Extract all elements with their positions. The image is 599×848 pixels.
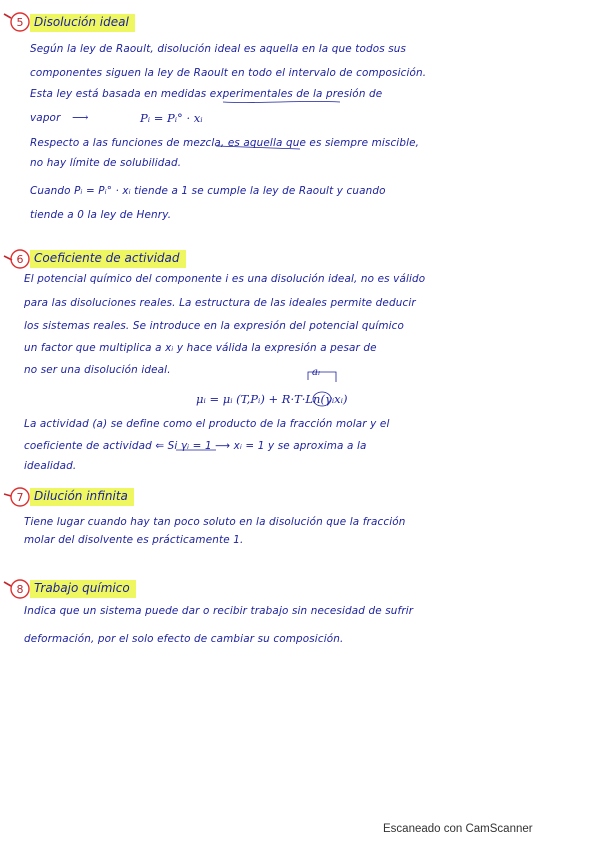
underline-medidas-experimentales [223, 101, 340, 102]
section-7-number: 7 [16, 491, 24, 504]
section-5-line-5: Respecto a las funciones de mezcla, es aquella que es siempre miscible, [30, 137, 420, 149]
section-6-line-7: coeficiente de actividad ⇐ Si γᵢ = 1 ⟶ xᵢ = 1 y se aproxima a la [24, 440, 367, 452]
section-6-number-marker [4, 246, 30, 272]
section-7-title: Dilución infinita [30, 488, 134, 506]
section-8-line-2: deformación, por el solo efecto de cambiar su composición. [24, 633, 344, 645]
section-5-line-2: componentes siguen la ley de Raoult en todo el intervalo de composición. [30, 67, 427, 79]
section-6-line-6: La actividad (a) se define como el producto de la fracción molar y el [24, 418, 390, 430]
section-6-number: 6 [16, 253, 24, 266]
section-6-line-1: El potencial químico del componente i es una disolución ideal, no es válido [24, 273, 426, 285]
section-8-title: Trabajo químico [30, 580, 136, 598]
section-7-number-marker [4, 484, 30, 510]
section-5-arrow: ⟶ [72, 110, 89, 124]
section-5-line-6: no hay límite de solubilidad. [30, 157, 182, 169]
section-6-line-2: para las disoluciones reales. La estructura de las ideales permite deducir [24, 297, 416, 309]
section-6-line-3: los sistemas reales. Se introduce en la expresión del potencial químico [24, 320, 405, 332]
section-7-line-2: molar del disolvente es prácticamente 1. [24, 534, 244, 546]
section-6-line-5: no ser una disolución ideal. [24, 364, 171, 376]
section-5-number: 5 [16, 16, 24, 29]
camscanner-watermark: Escaneado con CamScanner [383, 823, 533, 835]
section-5-number-marker [4, 10, 30, 36]
section-5-line-1: Según la ley de Raoult, disolución ideal es aquella en la que todos sus [30, 43, 407, 55]
section-5-title: Disolución ideal [30, 14, 135, 32]
section-8-number-marker [4, 576, 30, 602]
section-6-line-8: idealidad. [24, 460, 77, 472]
section-6-title: Coeficiente de actividad [30, 250, 186, 268]
section-8-number: 8 [16, 583, 24, 596]
activity-annotation: aᵢ [312, 367, 320, 378]
section-5-line-4: vapor [30, 112, 61, 124]
section-5-line-3: Esta ley está basada en medidas experimentales de la presión de [30, 88, 383, 100]
section-5-line-7: Cuando Pᵢ = Pᵢ° · xᵢ tiende a 1 se cumple la ley de Raoult y cuando [30, 185, 386, 197]
chemical-potential-formula: μᵢ = μᵢ (T,Pᵢ) + R·T·Ln(γᵢxᵢ) [196, 392, 348, 406]
section-6-line-4: un factor que multiplica a xᵢ y hace válida la expresión a pesar de [24, 342, 377, 354]
section-8-line-1: Indica que un sistema puede dar o recibir trabajo sin necesidad de sufrir [24, 605, 414, 617]
section-7-line-1: Tiene lugar cuando hay tan poco soluto en la disolución que la fracción [24, 516, 406, 528]
raoult-law-formula: Pᵢ = Pᵢ° · xᵢ [140, 111, 203, 125]
section-5-line-8: tiende a 0 la ley de Henry. [30, 209, 172, 221]
